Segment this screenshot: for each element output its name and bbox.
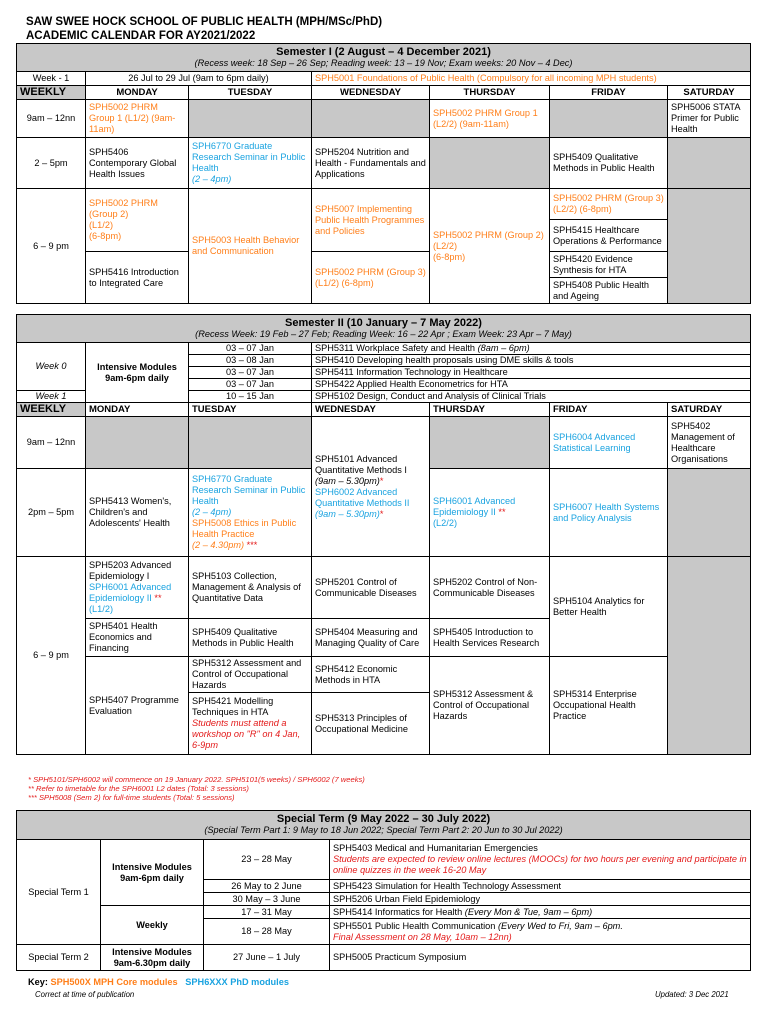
st-module-5 bbox=[330, 919, 751, 945]
mon-ev-lecture: (L1/2) bbox=[89, 220, 114, 230]
cell2-fri-am: SPH6004 Advanced Statistical Learning bbox=[550, 417, 668, 469]
wed-aqm2-star: * bbox=[379, 508, 384, 519]
tue-pm-time: (2 – 4pm) bbox=[192, 174, 232, 184]
st1-intensive-title: Intensive Modules bbox=[112, 861, 192, 872]
wed-aqm1-time: (9am – 5.30pm) bbox=[315, 475, 380, 486]
st-dates-6: 27 June – 1 July bbox=[204, 945, 330, 971]
special-term-subtitle: (Special Term Part 1: 9 May to 18 Jun 2022; Special Term Part 2: 20 Jun to 30 Jul 2022) bbox=[204, 825, 563, 835]
intensive-dates-2: 03 – 08 Jan bbox=[189, 355, 312, 367]
st-module-1-name: SPH5403 Medical and Humanitarian Emergencies bbox=[333, 843, 538, 853]
special-term-1-label: Special Term 1 bbox=[17, 840, 101, 945]
semester-2-table bbox=[16, 314, 751, 755]
cell2-fri-ev-2: SPH5314 Enterprise Occupational Health Practice bbox=[550, 657, 668, 755]
cell-wed-am bbox=[312, 100, 430, 138]
intensive-dates-4: 03 – 07 Jan bbox=[189, 379, 312, 391]
intensive-modules-label bbox=[86, 343, 189, 403]
thu2-epi-module: SPH6001 Advanced Epidemiology II bbox=[433, 496, 516, 517]
semester-2-subtitle: (Recess Week: 19 Feb – 27 Feb; Reading Week: 16 – 22 Apr ; Exam Week: 23 Apr – 7 May) bbox=[195, 328, 572, 339]
day-wednesday-2: WEDNESDAY bbox=[312, 403, 430, 417]
time-slot-evening-2: 6 – 9 pm bbox=[17, 557, 86, 755]
day-monday-2: MONDAY bbox=[86, 403, 189, 417]
thu2-epi-lecture: (L2/2) bbox=[433, 518, 458, 528]
cell-sat-am: SPH5006 STATA Primer for Public Health bbox=[668, 100, 751, 138]
cell-thu-pm bbox=[430, 138, 550, 189]
title-line-1: SAW SWEE HOCK SCHOOL OF PUBLIC HEALTH (MPH/MSc/PhD) bbox=[26, 16, 383, 28]
wed-aqm1-module: SPH5101 Advanced Quantitative Methods I bbox=[315, 453, 407, 475]
special-term-table bbox=[16, 810, 751, 971]
title-line-2: ACADEMIC CALENDAR FOR AY2021/2022 bbox=[26, 30, 256, 42]
st-dates-5: 18 – 28 May bbox=[204, 919, 330, 945]
tue2-seminar-module: SPH6770 Graduate Research Seminar in Public Health bbox=[192, 474, 306, 506]
cell2-tue-ev-1: SPH5103 Collection, Management & Analysis of Quantitative Data bbox=[189, 557, 312, 619]
semester-1-header bbox=[17, 44, 751, 72]
st1-weekly-label: Weekly bbox=[101, 906, 204, 945]
cell-tue-ev: SPH5003 Health Behavior and Communication bbox=[189, 189, 312, 304]
intensive-dates-1: 03 – 07 Jan bbox=[189, 343, 312, 355]
week-minus-1-label: Week - 1 bbox=[17, 72, 86, 86]
weekly-header-2: WEEKLY bbox=[17, 403, 86, 417]
intensive-module-1-name: SPH5311 Workplace Safety and Health bbox=[315, 343, 476, 353]
intensive-dates-3: 03 – 07 Jan bbox=[189, 367, 312, 379]
semester-2-title: Semester II (10 January – 7 May 2022) bbox=[285, 316, 482, 329]
thu-ev-time: (6-8pm) bbox=[433, 251, 466, 262]
cell-wed-pm: SPH5204 Nutrition and Health - Fundamentals and Applications bbox=[312, 138, 430, 189]
cell-fri-ev-4: SPH5408 Public Health and Ageing bbox=[550, 278, 668, 304]
tue2-seminar-time: (2 – 4pm) bbox=[192, 507, 232, 517]
footnotes bbox=[28, 775, 365, 802]
st2-intensive-label bbox=[101, 945, 204, 971]
footnote-3: *** SPH5008 (Sem 2) for full-time students (Total: 5 sessions) bbox=[28, 793, 235, 802]
tue2-hta-note: Students must attend a workshop on "R" on 4 Jan, 6-9pm bbox=[192, 718, 301, 750]
semester-1-subtitle: (Recess week: 18 Sep – 26 Sep; Reading week: 13 – 19 Nov; Exam weeks: 20 Nov – 4 Dec) bbox=[194, 57, 573, 68]
st-module-5-note: (Every Wed to Fri, 9am – 6pm. bbox=[497, 920, 623, 931]
day-saturday-2: SATURDAY bbox=[668, 403, 751, 417]
tue-pm-module: SPH6770 Graduate Research Seminar in Public Health bbox=[192, 141, 306, 173]
time-slot-morning-2: 9am – 12nn bbox=[17, 417, 86, 469]
day-thursday-2: THURSDAY bbox=[430, 403, 550, 417]
cell2-thu-ev-3: SPH5312 Assessment & Control of Occupational Hazards bbox=[430, 657, 550, 755]
document-title bbox=[26, 15, 382, 43]
cell2-mon-am bbox=[86, 417, 189, 469]
cell2-tue-pm bbox=[189, 469, 312, 557]
cell-mon-pm: SPH5406 Contemporary Global Health Issues bbox=[86, 138, 189, 189]
st-module-2: SPH5423 Simulation for Health Technology Assessment bbox=[330, 880, 751, 893]
semester-1-title: Semester I (2 August – 4 December 2021) bbox=[276, 45, 491, 58]
intensive-module-4: SPH5422 Applied Health Econometrics for HTA bbox=[312, 379, 751, 391]
day-wednesday: WEDNESDAY bbox=[312, 86, 430, 100]
day-friday: FRIDAY bbox=[550, 86, 668, 100]
time-slot-morning: 9am – 12nn bbox=[17, 100, 86, 138]
st-dates-4: 17 – 31 May bbox=[204, 906, 330, 919]
st-module-3: SPH5206 Urban Field Epidemiology bbox=[330, 893, 751, 906]
st-module-4-name: SPH5414 Informatics for Health bbox=[333, 906, 463, 917]
st-module-6: SPH5005 Practicum Symposium bbox=[330, 945, 751, 971]
mon2-epi1-module: SPH5203 Advanced Epidemiology I bbox=[89, 560, 172, 581]
mon-ev-time: (6-8pm) bbox=[89, 231, 122, 241]
st-dates-1: 23 – 28 May bbox=[204, 840, 330, 880]
st-module-1-note: Students are expected to review online lectures (MOOCs) for two hours per evening and participate in online quizzes in the week 16-20 May bbox=[333, 854, 747, 875]
st2-intensive-hours: 9am-6.30pm daily bbox=[113, 957, 191, 968]
st2-intensive-title: Intensive Modules bbox=[112, 946, 192, 957]
cell2-thu-ev-1: SPH5202 Control of Non-Communicable Diseases bbox=[430, 557, 550, 619]
wed-aqm2-time: (9am – 5.30pm) bbox=[315, 508, 380, 519]
st-module-5-assessment: Final Assessment on 28 May, 10am – 12nn) bbox=[333, 931, 512, 942]
intensive-module-5: SPH5102 Design, Conduct and Analysis of Clinical Trials bbox=[312, 391, 751, 403]
time-slot-evening: 6 – 9 pm bbox=[17, 189, 86, 304]
intensive-module-1 bbox=[312, 343, 751, 355]
intensive-title: Intensive Modules bbox=[97, 361, 177, 372]
st-module-4 bbox=[330, 906, 751, 919]
wed-aqm2-module: SPH6002 Advanced Quantitative Methods II bbox=[315, 486, 410, 508]
key-mph: SPH500X MPH Core modules bbox=[50, 977, 178, 987]
wed-aqm1-star: * bbox=[379, 475, 384, 486]
st-dates-2: 26 May to 2 June bbox=[204, 880, 330, 893]
cell2-tue-ev-3: SPH5312 Assessment and Control of Occupational Hazards bbox=[189, 657, 312, 693]
tue2-ethics-module: SPH5008 Ethics in Public Health Practice bbox=[192, 518, 297, 539]
cell-fri-pm: SPH5409 Qualitative Methods in Public Health bbox=[550, 138, 668, 189]
cell2-wed-ev-4: SPH5313 Principles of Occupational Medicine bbox=[312, 693, 430, 755]
special-term-title: Special Term (9 May 2022 – 30 July 2022) bbox=[276, 813, 491, 825]
st-module-4-note: (Every Mon & Tue, 9am – 6pm) bbox=[464, 906, 593, 917]
legend-key bbox=[28, 977, 289, 987]
cell2-thu-pm bbox=[430, 469, 550, 557]
st-dates-3: 30 May – 3 June bbox=[204, 893, 330, 906]
week-minus-1-dates: 26 Jul to 29 Jul (9am to 6pm daily) bbox=[86, 72, 312, 86]
cell2-thu-ev-2: SPH5405 Introduction to Health Services Research bbox=[430, 619, 550, 657]
cell-sat-pm bbox=[668, 138, 751, 189]
day-tuesday-2: TUESDAY bbox=[189, 403, 312, 417]
key-phd: SPH6XXX PhD modules bbox=[185, 977, 289, 987]
day-monday: MONDAY bbox=[86, 86, 189, 100]
cell-fri-am bbox=[550, 100, 668, 138]
day-friday-2: FRIDAY bbox=[550, 403, 668, 417]
mon2-epi2-stars: ** bbox=[154, 593, 162, 603]
cell-mon-ev-2: SPH5416 Introduction to Integrated Care bbox=[86, 252, 189, 304]
time-slot-afternoon: 2 – 5pm bbox=[17, 138, 86, 189]
cell2-tue-am bbox=[189, 417, 312, 469]
st1-intensive-hours: 9am-6pm daily bbox=[120, 872, 184, 883]
cell2-sat-am: SPH5402 Management of Healthcare Organisations bbox=[668, 417, 751, 469]
cell2-mon-pm: SPH5413 Women's, Children's and Adolescents' Health bbox=[86, 469, 189, 557]
week-1-label: Week 1 bbox=[17, 391, 86, 403]
cell2-tue-ev-2: SPH5409 Qualitative Methods in Public Health bbox=[189, 619, 312, 657]
cell2-fri-ev-1: SPH5104 Analytics for Better Health bbox=[550, 557, 668, 657]
week-0-label: Week 0 bbox=[17, 343, 86, 391]
cell2-tue-ev-4 bbox=[189, 693, 312, 755]
intensive-dates-5: 10 – 15 Jan bbox=[189, 391, 312, 403]
weekly-header: WEEKLY bbox=[17, 86, 86, 100]
cell2-sat-pm bbox=[668, 469, 751, 557]
cell-mon-am: SPH5002 PHRM Group 1 (L1/2) (9am-11am) bbox=[86, 100, 189, 138]
thu2-epi-stars: ** bbox=[498, 507, 506, 517]
cell-fri-ev-1: SPH5002 PHRM (Group 3) (L2/2) (6-8pm) bbox=[550, 189, 668, 220]
cell-mon-ev-1 bbox=[86, 189, 189, 252]
key-label: Key: bbox=[28, 977, 48, 987]
mon2-epi2-module: SPH6001 Advanced Epidemiology II bbox=[89, 582, 172, 603]
tue2-ethics-time: (2 – 4.30pm) bbox=[192, 540, 245, 550]
st-module-5-name: SPH5501 Public Health Communication bbox=[333, 920, 496, 931]
st-module-1 bbox=[330, 840, 751, 880]
week-minus-1-module: SPH5001 Foundations of Public Health (Compulsory for all incoming MPH students) bbox=[312, 72, 751, 86]
cell-wed-ev-2: SPH5002 PHRM (Group 3) (L1/2) (6-8pm) bbox=[312, 252, 430, 304]
tue2-hta-module: SPH5421 Modelling Techniques in HTA bbox=[192, 696, 274, 717]
cell-thu-am: SPH5002 PHRM Group 1 (L2/2) (9am-11am) bbox=[430, 100, 550, 138]
thu-ev-lecture: (L2/2) bbox=[433, 240, 458, 251]
thu-ev-module: SPH5002 PHRM (Group 2) bbox=[433, 229, 544, 240]
cell-sat-ev bbox=[668, 189, 751, 304]
cell-tue-pm bbox=[189, 138, 312, 189]
intensive-module-1-note: (8am – 6pm) bbox=[477, 343, 530, 353]
cell2-mon-ev-3: SPH5407 Programme Evaluation bbox=[86, 657, 189, 755]
day-saturday: SATURDAY bbox=[668, 86, 751, 100]
cell2-fri-pm: SPH6007 Health Systems and Policy Analysis bbox=[550, 469, 668, 557]
intensive-module-3: SPH5411 Information Technology in Healthcare bbox=[312, 367, 751, 379]
cell-thu-ev bbox=[430, 189, 550, 304]
footnote-1: * SPH5101/SPH6002 will commence on 19 January 2022. SPH5101(5 weeks) / SPH6002 (7 weeks) bbox=[28, 775, 365, 784]
cell2-wed-ev-3: SPH5412 Economic Methods in HTA bbox=[312, 657, 430, 693]
cell-tue-am bbox=[189, 100, 312, 138]
footnote-2: ** Refer to timetable for the SPH6001 L2 dates (Total: 3 sessions) bbox=[28, 784, 249, 793]
semester-1-table bbox=[16, 43, 751, 304]
cell2-wed-ev-1: SPH5201 Control of Communicable Diseases bbox=[312, 557, 430, 619]
day-tuesday: TUESDAY bbox=[189, 86, 312, 100]
special-term-2-label: Special Term 2 bbox=[17, 945, 101, 971]
cell-fri-ev-2: SPH5415 Healthcare Operations & Performance bbox=[550, 220, 668, 252]
tue2-ethics-stars: *** bbox=[246, 540, 258, 550]
mon2-epi2-lecture: (L1/2) bbox=[89, 604, 114, 614]
cell-fri-ev-3: SPH5420 Evidence Synthesis for HTA bbox=[550, 252, 668, 278]
special-term-header bbox=[17, 811, 751, 840]
intensive-hours: 9am-6pm daily bbox=[105, 372, 169, 383]
cell2-wed-ev-2: SPH5404 Measuring and Managing Quality of Care bbox=[312, 619, 430, 657]
cell-wed-ev-1: SPH5007 Implementing Public Health Programmes and Policies bbox=[312, 189, 430, 252]
day-thursday: THURSDAY bbox=[430, 86, 550, 100]
semester-2-header bbox=[17, 315, 751, 343]
mon-ev-module: SPH5002 PHRM (Group 2) bbox=[89, 198, 158, 219]
footer-right: Updated: 3 Dec 2021 bbox=[655, 990, 729, 999]
cell2-sat-ev bbox=[668, 557, 751, 755]
footer-left: Correct at time of publication bbox=[35, 990, 135, 999]
st1-intensive-label bbox=[101, 840, 204, 906]
time-slot-afternoon-2: 2pm – 5pm bbox=[17, 469, 86, 557]
cell2-mon-ev-1 bbox=[86, 557, 189, 619]
cell2-thu-am bbox=[430, 417, 550, 469]
cell2-wed-am-pm bbox=[312, 417, 430, 557]
cell2-mon-ev-2: SPH5401 Health Economics and Financing bbox=[86, 619, 189, 657]
intensive-module-2: SPH5410 Developing health proposals using DME skills & tools bbox=[312, 355, 751, 367]
